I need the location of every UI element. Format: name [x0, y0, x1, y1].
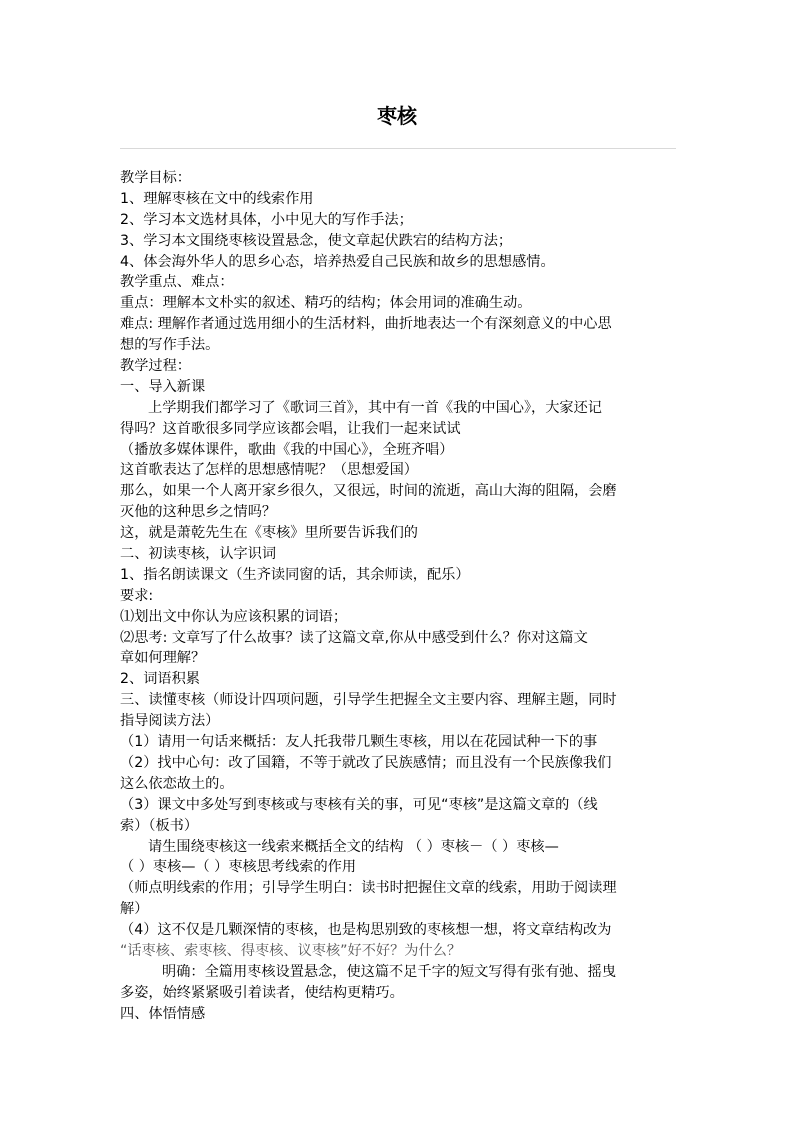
- text-line: （3）课文中多处写到枣核或与枣核有关的事，可见“枣核”是这篇文章的（线: [120, 796, 598, 813]
- text-line: （播放多媒体课件，歌曲《我的中国心》，全班齐唱）: [120, 441, 454, 458]
- text-line: 多姿，始终紧紧吸引着读者，使结构更精巧。: [120, 984, 404, 1001]
- text-line: 一、导入新课: [120, 378, 206, 395]
- text-line: 教学过程：: [120, 358, 191, 375]
- text-line: 指导阅读方法）: [120, 713, 220, 730]
- text-line: 这首歌表达了怎样的思想感情呢？（思想爱国）: [120, 462, 418, 479]
- text-line: （4）这不仅是几颗深情的枣核，也是构思别致的枣核想一想，将文章结构改为: [120, 922, 612, 939]
- text-line: 想的写作手法。: [120, 337, 220, 354]
- document-title: 枣核: [377, 104, 417, 128]
- text-line: 得吗？这首歌很多同学应该都会唱，让我们一起来试试: [120, 420, 461, 437]
- header-divider: [120, 148, 676, 149]
- text-line: 章如何理解？: [120, 650, 206, 667]
- text-line: 上学期我们都学习了《歌词三首》，其中有一首《我的中国心》，大家还记: [148, 399, 602, 416]
- text-line: ⑴划出文中你认为应该积累的词语；: [120, 608, 348, 625]
- text-line: 这么依恋故土的。: [120, 775, 234, 792]
- text-line: 明确：全篇用枣核设置悬念，使这篇不足千字的短文写得有张有弛、摇曳: [162, 963, 617, 980]
- text-line: 1、理解枣核在文中的线索作用: [120, 190, 314, 207]
- text-line: 教学目标：: [120, 170, 191, 186]
- document-body: [120, 168, 678, 1025]
- text-line: 1、指名朗读课文（生齐读同窗的话，其余师读，配乐）: [120, 566, 470, 583]
- text-line: 四、体悟情感: [120, 1005, 206, 1022]
- text-line: 灭他的这种思乡之情吗？: [120, 504, 277, 521]
- text-line: “话枣核、索枣核、得枣核、议枣核”好不好？为什么？: [120, 942, 462, 959]
- text-line: 重点：理解本文朴实的叙述、精巧的结构；体会用词的准确生动。: [120, 295, 532, 312]
- text-line: 请生围绕枣核这一线索来概括全文的结构 （ ）枣核－（ ）枣核—: [148, 838, 559, 855]
- text-line: 要求:: [120, 587, 154, 604]
- text-line: 3、学习本文围绕枣核设置悬念，使文章起伏跌宕的结构方法；: [120, 232, 513, 249]
- text-line: （2）找中心句：改了国籍，不等于就改了民族感情；而且没有一个民族像我们: [120, 754, 612, 771]
- text-line: 解）: [120, 901, 149, 918]
- text-line: 这，就是萧乾先生在《枣核》里所要告诉我们的: [120, 525, 418, 542]
- text-line: （师点明线索的作用；引导学生明白：读书时把握住文章的线索，用助于阅读理: [120, 880, 617, 897]
- text-line: （1）请用一句话来概括：友人托我带几颗生枣核，用以在花园试种一下的事: [120, 734, 598, 751]
- text-line: 三、读懂枣核（师设计四项问题，引导学生把握全文主要内容、理解主题，同时: [120, 692, 617, 709]
- text-line: 索）（板书）: [120, 817, 199, 834]
- text-line: 2、词语积累: [120, 671, 200, 688]
- text-line: 4、体会海外华人的思乡心态，培养热爱自己民族和故乡的思想感情。: [120, 253, 555, 270]
- text-line: ⑵思考: 文章写了什么故事？读了这篇文章,你从中感受到什么？你对这篇文: [120, 629, 588, 646]
- text-line: （ ）枣核—（ ）枣核思考线索的作用: [120, 859, 357, 876]
- text-line: 那么，如果一个人离开家乡很久，又很远，时间的流逝，高山大海的阻隔，会磨: [120, 483, 617, 500]
- text-line: 难点: 理解作者通过选用细小的生活材料，曲折地表达一个有深刻意义的中心思: [120, 316, 612, 333]
- text-line: 二、初读枣核，认字识词: [120, 546, 277, 563]
- text-line: 2、学习本文选材具体，小中见大的写作手法；: [120, 211, 413, 228]
- text-line: 教学重点、难点：: [120, 274, 234, 291]
